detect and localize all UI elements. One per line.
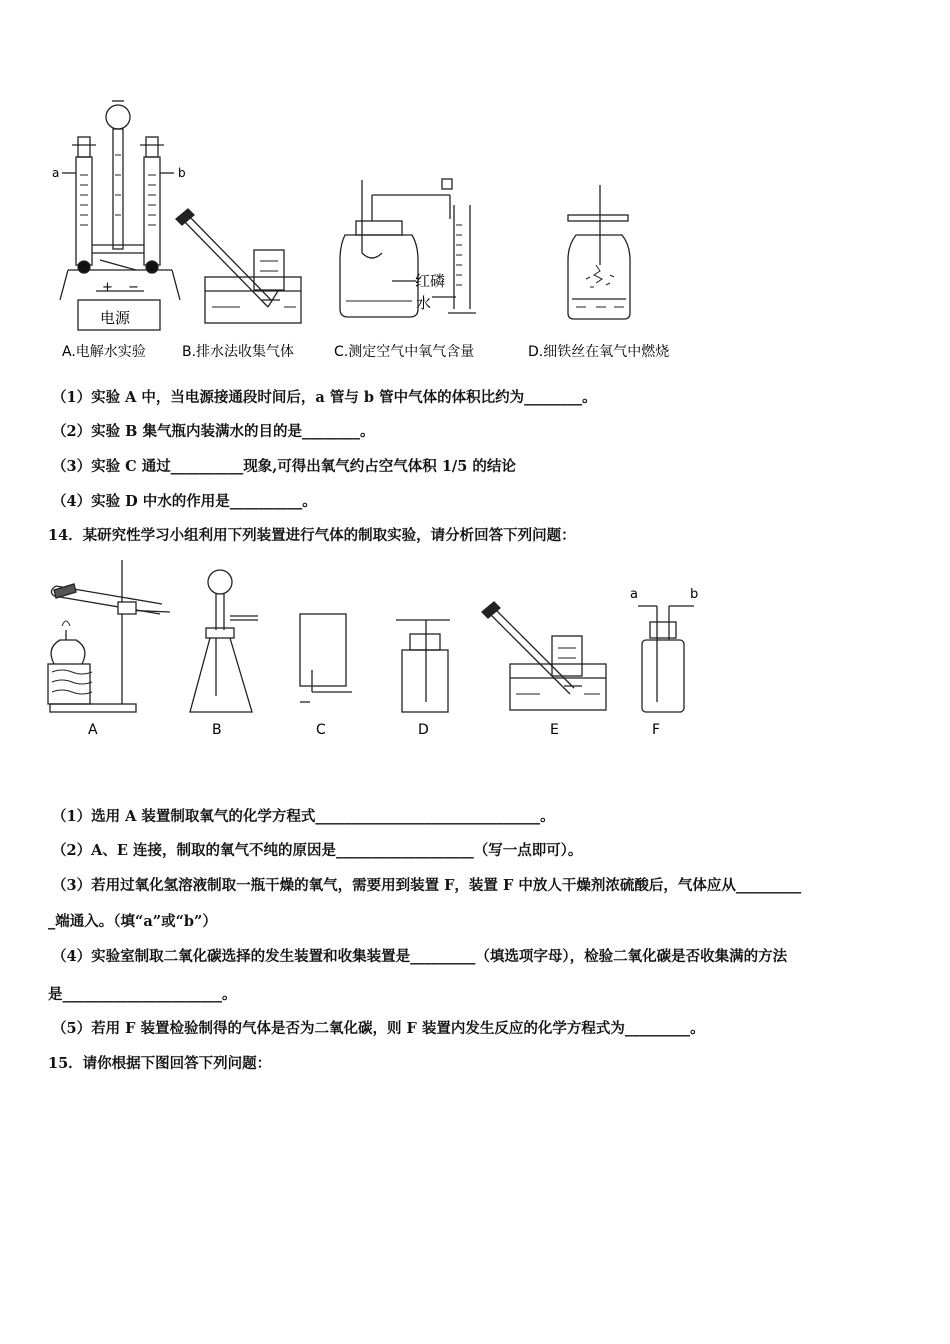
q14-part3-line2: _端通入。（填“a”或“b”） [48,913,217,930]
apparatus-b-flask [190,570,258,712]
caption-c: C.测定空气中氧气含量 [334,344,475,360]
apparatus-label-b: B [212,722,222,738]
power-supply-label: 电源 [100,309,131,327]
electrode-minus-label: − [128,280,139,295]
q13-part1: （1）实验 A 中，当电源接通段时间后，a 管与 b 管中气体的体积比约为________。 [52,389,597,406]
apparatus-d-bottle [396,620,450,712]
q13-part4: （4）实验 D 中水的作用是__________。 [52,493,317,510]
electrode-plus-label: + [102,280,113,295]
apparatus-label-f: F [652,722,661,738]
apparatus-f-gas-washing-bottle [638,606,694,712]
experiment-figure-13 [40,95,720,370]
q14-part4-line1: （4）实验室制取二氧化碳选择的发生装置和收集装置是_________（填选项字母），检验二氧化碳是否收集满的方法 [52,948,788,965]
apparatus-label-a: A [88,722,98,738]
q13-part3: （3）实验 C 通过__________现象,可得出氧气约占空气体积 1/5 的结论 [52,458,516,475]
iron-combustion-apparatus [568,185,630,319]
caption-b: B.排水法收集气体 [182,344,295,360]
q15-title: 15．请你根据下图回答下列问题： [48,1055,272,1072]
tube-a-label: a [52,166,60,180]
oxygen-content-apparatus [340,179,476,317]
q14-part2: （2）A、E 连接，制取的氧气不纯的原因是___________________（写一点即可）。 [52,842,583,859]
q14-title: 14．某研究性学习小组利用下列装置进行气体的制取实验，请分析回答下列问题： [48,527,576,544]
q14-part3-line1: （3）若用过氧化氢溶液制取一瓶干燥的氧气，需要用到装置 F，装置 F 中放人干燥剂浓硫酸后，气体应从_________ [52,877,802,894]
caption-d: D.细铁丝在氧气中燃烧 [528,344,670,360]
f-port-a-label: a [630,587,638,602]
apparatus-c-inverted-bottle [300,614,352,702]
apparatus-label-d: D [418,722,429,738]
water-label: 水 [416,294,432,312]
water-displacement-apparatus [180,213,301,323]
tube-b-label: b [178,166,186,180]
q14-part1: （1）选用 A 装置制取氧气的化学方程式_______________________________。 [52,808,555,825]
f-port-b-label: b [690,587,699,602]
caption-a: A.电解水实验 [62,344,146,360]
q13-part2: （2）实验 B 集气瓶内装满水的目的是________。 [52,423,375,440]
red-phosphorus-label: 红磷 [415,272,446,290]
q14-part5: （5）若用 F 装置检验制得的气体是否为二氧化碳，则 F 装置内发生反应的化学方程式为_________。 [52,1020,705,1037]
q14-part4-line2: 是______________________。 [48,986,237,1003]
apparatus-a-heating [48,560,170,712]
apparatus-label-c: C [316,722,326,738]
apparatus-label-e: E [550,722,559,738]
apparatus-figure-14 [40,560,720,750]
